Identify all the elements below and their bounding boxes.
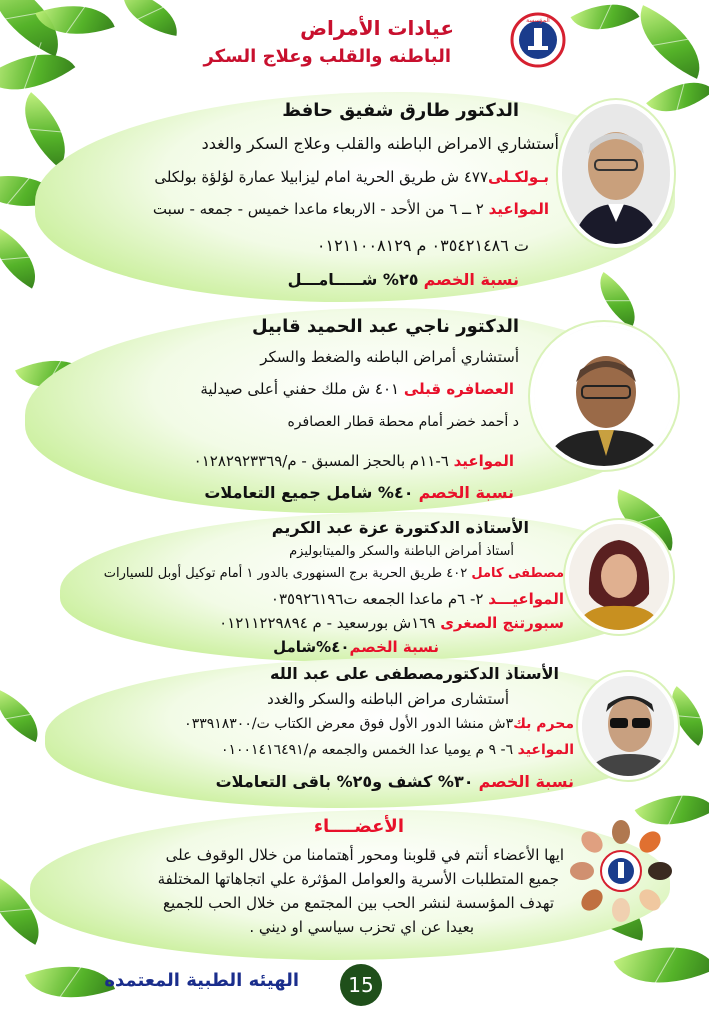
discount-label-1: نسبة الخصم (423, 270, 519, 289)
hours-value-2: ٦-١١م بالحجز المسبق - م/٠١٢٨٢٩٢٣٣٦٩ (193, 452, 449, 470)
address-value-4: ٣ش منشا الدور الأول فوق معرض الكتاب ت/٠٣٣٩١٨٣٠٠ (184, 716, 514, 732)
page-subtitle: الباطنه والقلب وعلاج السكر (203, 46, 451, 67)
doctor-photo-3 (565, 520, 673, 634)
discount-label-4: نسبة الخصم (478, 772, 574, 791)
leaf-decoration (586, 272, 648, 328)
doctor-photo-1 (558, 100, 674, 248)
hours-value-4: ٦- ٩ م يوميا عدا الخمس والجمعه م/٠١٠٠١٤١٦٤٩١ (220, 742, 514, 758)
doctor-discount-3 (273, 638, 439, 656)
leaf-decoration (571, 0, 640, 47)
doctor-specialty-3: أستاذ أمراض الباطنة والسكر والميتابوليزم (289, 544, 514, 559)
members-line-1: ايها الأعضاء أنتم في قلوبنا ومحور أهتمامنا من خلال الوقوف على (165, 846, 564, 864)
members-line-2: جميع المتطلبات الأسرية والعوامل المؤثرة علي اتجاهاتها المختلفة (157, 870, 559, 888)
doctor-name-1: الدكتور طارق شفيق حافظ (282, 100, 519, 121)
hours-value-3: ٢- ٦م ماعدا الجمعه ت٠٣٥٩٢٦١٩٦ (270, 590, 484, 608)
members-line-4: بعيدا عن اي تحزب سياسي او ديني . (249, 918, 474, 936)
discount-value-4: ٣٠% كشف و٢٥% باقى التعاملات (215, 772, 474, 791)
address-label-4: محرم بك (513, 716, 574, 732)
doctor-address-2 (200, 380, 514, 398)
svg-text:المؤسسة: المؤسسة (526, 17, 550, 24)
doctor-hours-4 (221, 742, 574, 758)
discount-label-3: نسبة الخصم (349, 638, 439, 656)
address-label-1: بـولكـلى (488, 168, 549, 186)
discount-value-2: ٤٠% شامل جميع التعاملات (204, 483, 414, 502)
address2-label-3: سبورتنج الصغرى (440, 614, 564, 632)
doctor-address-4 (184, 716, 574, 732)
hours-label-3: المواعيـــد (488, 590, 564, 608)
doctor-discount-1 (288, 270, 519, 289)
doctor-hours-2 (194, 452, 514, 470)
members-line-3: تهدف المؤسسة لنشر الحب بين المجتمع من خلال الحب للجميع (163, 894, 554, 912)
doctor-specialty-2: أستشاري أمراض الباطنه والضغط والسكر (260, 348, 519, 366)
discount-label-2: نسبة الخصم (418, 483, 514, 502)
discount-value-1: ٢٥% شـــــامـــل (287, 270, 419, 289)
doctor-discount-4 (216, 772, 574, 791)
doctor-specialty-4: أستشارى مراض الباطنه والسكر والغدد (267, 690, 509, 708)
address-label-2: العصافره قبلى (403, 380, 514, 398)
address-value-3: ٤٠٢ طريق الحرية برج السنهورى بالدور ١ أمام توكيل أوبل للسيارات (103, 566, 468, 581)
doctor-name-4: الأستاذ الدكتورمصطفى على عبد الله (269, 664, 559, 683)
members-title: الأعضــــاء (313, 816, 404, 837)
address-value-1: ٤٧٧ ش طريق الحرية امام ليزابيلا عمارة لؤلؤة بولكلى (154, 168, 489, 186)
doctor-address-1 (154, 168, 549, 186)
footer-org: الهيئه الطبية المعتمده (104, 970, 299, 991)
leaf-decoration (25, 948, 115, 1017)
leaf-decoration (117, 0, 182, 36)
hours-label-4: المواعيد (517, 742, 574, 758)
address-label-3: مصطفى كامل (471, 566, 564, 581)
doctor-address-3 (104, 566, 564, 581)
doctor-phone-1: ت ٠٣٥٤٢١٤٨٦ م ٠١٢١١٠٠٨١٢٩ (316, 236, 529, 255)
doctor-address2-2: د أحمد خضر أمام محطة قطار العصافره (287, 414, 519, 430)
discount-value-3: ٤٠%شامل (273, 638, 350, 656)
address-value-2: ٤٠١ ش ملك حفني أعلى صيدلية (200, 380, 400, 398)
page-number-badge: 15 (340, 964, 382, 1006)
hours-label-2: المواعيد (453, 452, 514, 470)
hours-label-1: المواعيد (488, 200, 549, 218)
hours-value-1: ٢ ــ ٦ من الأحد - الاربعاء ماعدا خميس - جمعه - سبت (152, 200, 484, 218)
leaf-decoration (0, 690, 49, 742)
doctor-address2-3 (219, 614, 564, 632)
doctor-specialty-1: أستشاري الامراض الباطنه والقلب وعلاج السكر والغدد (201, 134, 559, 153)
address2-value-3: ١٦٩ش بورسعيد - م ٠١٢١١٢٢٩٨٩٤ (219, 614, 436, 632)
doctor-photo-2 (530, 322, 678, 470)
doctor-name-2: الدكتور ناجي عبد الحميد قابيل (251, 316, 519, 337)
page-title: عيادات الأمراض (300, 16, 454, 40)
members-hands-emblem (568, 818, 674, 924)
doctor-hours-3 (271, 590, 564, 608)
doctor-photo-4 (578, 672, 678, 780)
doctor-name-3: الأستاذه الدكتورة عزة عبد الكريم (271, 518, 529, 537)
doctor-hours-1 (153, 200, 549, 218)
doctor-discount-2 (204, 483, 514, 502)
leaf-decoration (0, 227, 50, 288)
foundation-logo (510, 12, 566, 68)
